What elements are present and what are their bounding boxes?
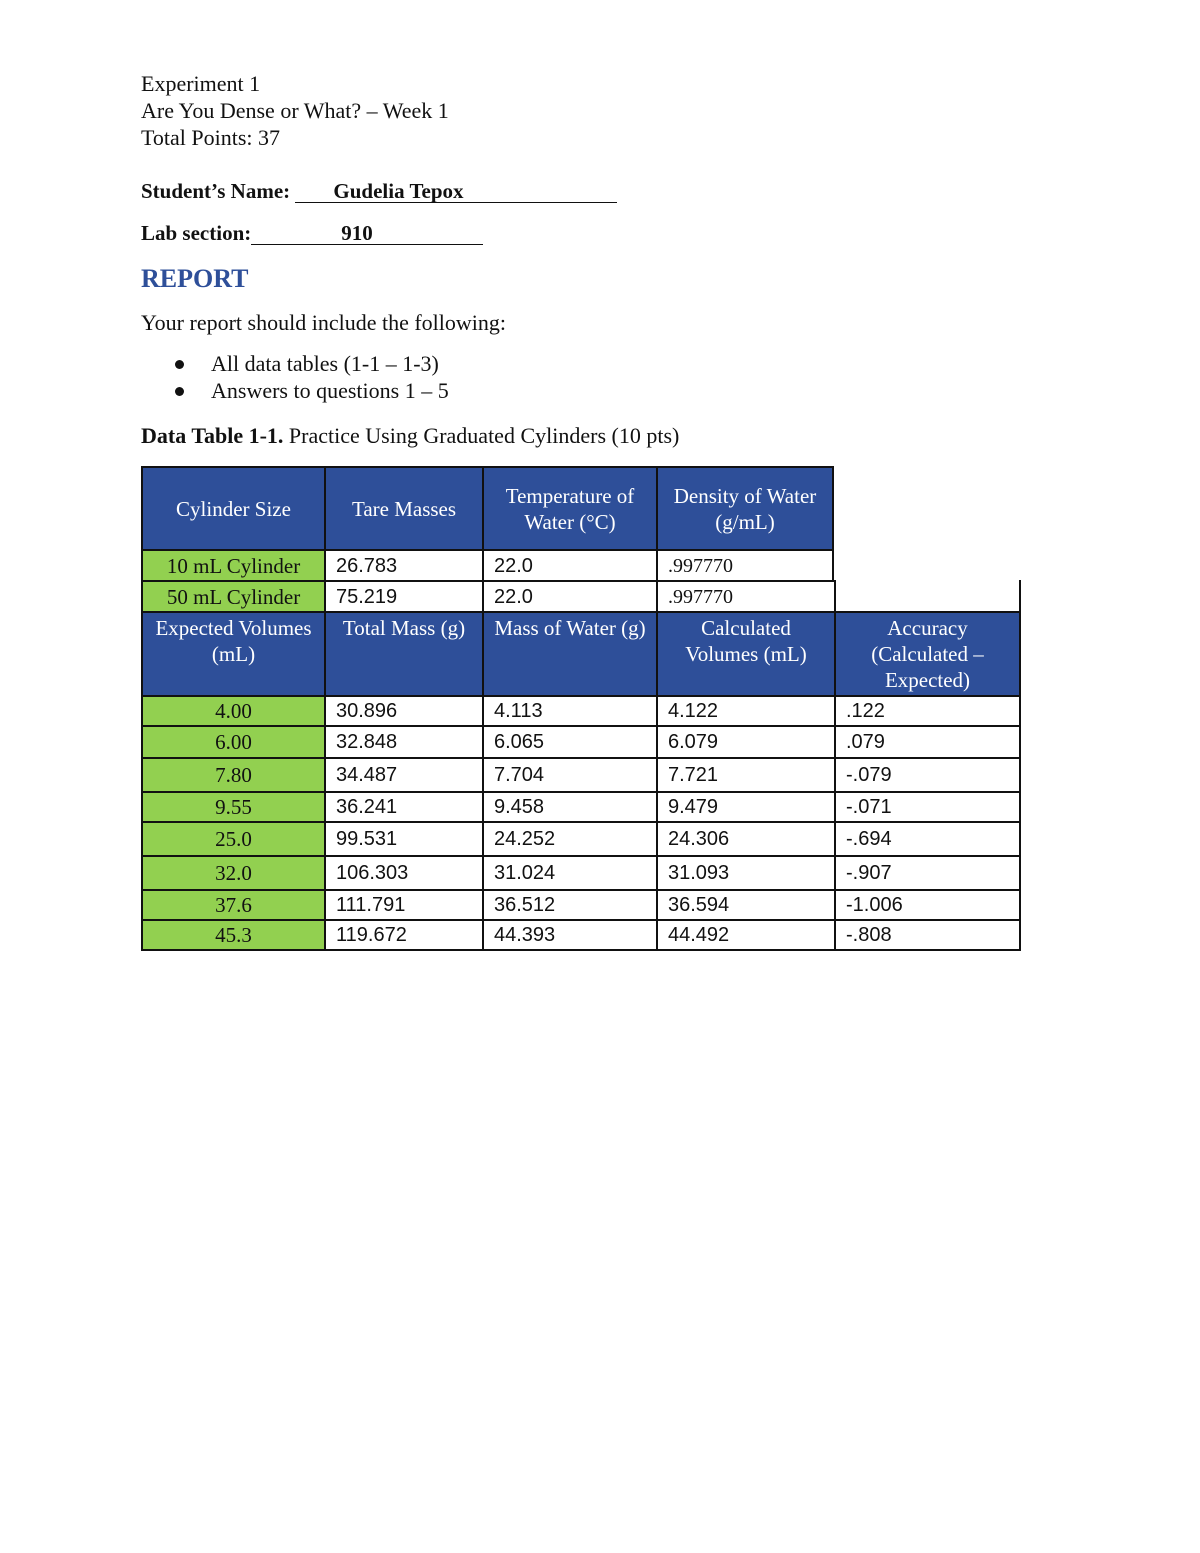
mass-of-water-cell: 24.252: [482, 821, 656, 855]
table-row: [141, 821, 1021, 855]
accuracy-cell: -.079: [834, 757, 1021, 791]
mass-of-water-cell: 7.704: [482, 757, 656, 791]
mass-of-water-cell: 6.065: [482, 725, 656, 757]
cylinder-size-cell: 50 mL Cylinder: [141, 580, 324, 611]
student-name-field: [295, 180, 617, 203]
table-row: [141, 757, 1021, 791]
table-caption-text: Practice Using Graduated Cylinders (10 pts): [283, 423, 680, 448]
total-mass-cell: 30.896: [324, 695, 482, 725]
total-mass-cell: 36.241: [324, 791, 482, 821]
report-requirements-list: [141, 350, 1041, 404]
header-cylinder-size: Cylinder Size: [141, 466, 324, 549]
expected-volume-cell: 37.6: [141, 889, 324, 919]
accuracy-cell: -.694: [834, 821, 1021, 855]
cylinder-size-cell: 10 mL Cylinder: [141, 549, 324, 580]
calculated-volume-cell: 24.306: [656, 821, 834, 855]
table-row: [141, 580, 1021, 611]
header-mass-of-water: Mass of Water (g): [482, 611, 656, 695]
header-expected-volumes: Expected Volumes (mL): [141, 611, 324, 695]
lab-section-row: [141, 220, 1041, 247]
total-mass-cell: 106.303: [324, 855, 482, 889]
student-name-value: Gudelia Tepox: [333, 179, 464, 203]
accuracy-cell: -.071: [834, 791, 1021, 821]
mass-of-water-cell: 9.458: [482, 791, 656, 821]
list-item: Answers to questions 1 – 5: [141, 377, 1041, 404]
table-caption: [141, 422, 1041, 449]
data-table-1-1: [141, 466, 1021, 951]
calculated-volume-cell: 31.093: [656, 855, 834, 889]
density-cell: .997770: [656, 580, 834, 611]
lab-section-value: 910: [341, 221, 373, 245]
temperature-cell: 22.0: [482, 580, 656, 611]
calculated-volume-cell: 44.492: [656, 919, 834, 951]
table-body: [141, 695, 1021, 951]
experiment-number: Experiment 1: [141, 71, 261, 96]
total-mass-cell: 111.791: [324, 889, 482, 919]
table-row: [141, 855, 1021, 889]
lab-section-field: [251, 222, 483, 245]
mass-of-water-cell: 4.113: [482, 695, 656, 725]
table-row: [141, 695, 1021, 725]
expected-volume-cell: 25.0: [141, 821, 324, 855]
expected-volume-cell: 32.0: [141, 855, 324, 889]
mass-of-water-cell: 31.024: [482, 855, 656, 889]
list-item: All data tables (1-1 – 1-3): [141, 350, 1041, 377]
accuracy-cell: .079: [834, 725, 1021, 757]
density-cell: .997770: [656, 549, 834, 580]
total-mass-cell: 119.672: [324, 919, 482, 951]
calculated-volume-cell: 36.594: [656, 889, 834, 919]
bullet-icon: [175, 387, 184, 396]
tare-mass-cell: 75.219: [324, 580, 482, 611]
table-spacer: [834, 580, 1021, 611]
header-total-mass: Total Mass (g): [324, 611, 482, 695]
tare-mass-cell: 26.783: [324, 549, 482, 580]
table-header-row: [141, 466, 1021, 549]
header-accuracy: Accuracy (Calculated – Expected): [834, 611, 1021, 695]
accuracy-cell: -.808: [834, 919, 1021, 951]
bullet-icon: [175, 360, 184, 369]
lab-section-label: Lab section:: [141, 221, 252, 245]
total-points: Total Points: 37: [141, 125, 281, 150]
experiment-title: Are You Dense or What? – Week 1: [141, 98, 449, 123]
total-mass-cell: 32.848: [324, 725, 482, 757]
expected-volume-cell: 4.00: [141, 695, 324, 725]
header-tare-masses: Tare Masses: [324, 466, 482, 549]
accuracy-cell: -1.006: [834, 889, 1021, 919]
table-row: [141, 889, 1021, 919]
header-density: Density of Water (g/mL): [656, 466, 834, 549]
table-row: [141, 725, 1021, 757]
document-page: [141, 70, 1041, 449]
table-header-row: [141, 611, 1021, 695]
header-calculated-volumes: Calculated Volumes (mL): [656, 611, 834, 695]
accuracy-cell: .122: [834, 695, 1021, 725]
report-intro: Your report should include the following:: [141, 310, 507, 335]
calculated-volume-cell: 9.479: [656, 791, 834, 821]
expected-volume-cell: 7.80: [141, 757, 324, 791]
mass-of-water-cell: 36.512: [482, 889, 656, 919]
temperature-cell: 22.0: [482, 549, 656, 580]
total-mass-cell: 99.531: [324, 821, 482, 855]
total-mass-cell: 34.487: [324, 757, 482, 791]
table-caption-number: Data Table 1-1.: [141, 423, 284, 448]
table-row: [141, 919, 1021, 951]
accuracy-cell: -.907: [834, 855, 1021, 889]
student-name-label: Student’s Name:: [141, 179, 291, 203]
report-heading: REPORT: [141, 264, 249, 293]
table-row: [141, 549, 1021, 580]
calculated-volume-cell: 7.721: [656, 757, 834, 791]
table-row: [141, 791, 1021, 821]
calculated-volume-cell: 4.122: [656, 695, 834, 725]
student-name-row: [141, 178, 1041, 205]
expected-volume-cell: 9.55: [141, 791, 324, 821]
header-temperature: Temperature of Water (°C): [482, 466, 656, 549]
mass-of-water-cell: 44.393: [482, 919, 656, 951]
calculated-volume-cell: 6.079: [656, 725, 834, 757]
expected-volume-cell: 6.00: [141, 725, 324, 757]
expected-volume-cell: 45.3: [141, 919, 324, 951]
